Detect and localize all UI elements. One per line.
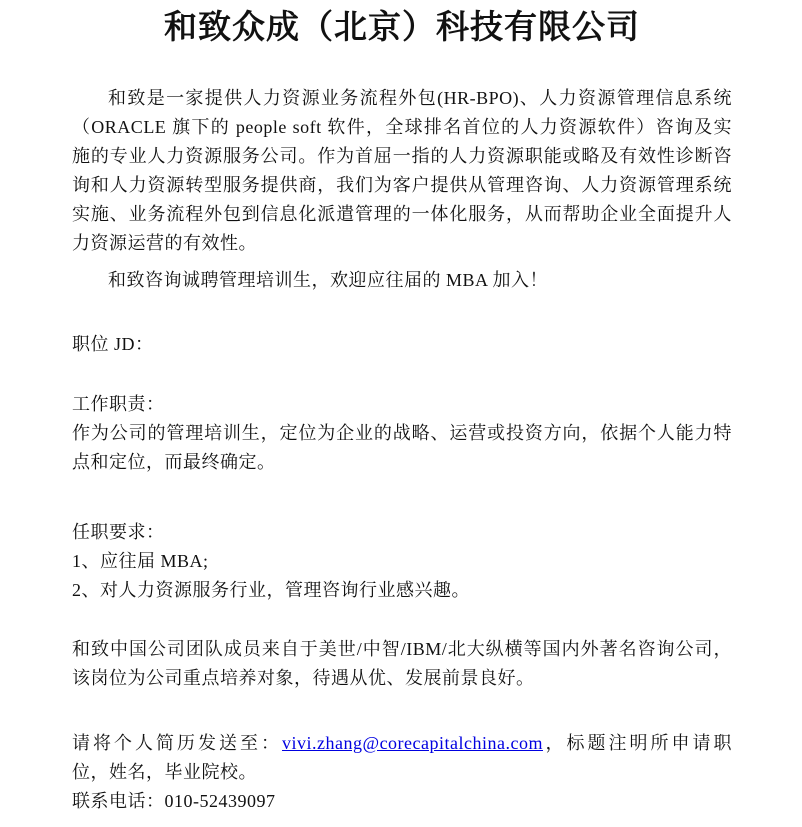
team-note-paragraph [72, 635, 732, 693]
text-line: （ORACLE 旗下的 people soft 软件，全球排名首位的人力资源软件）咨询及实 [72, 117, 732, 137]
text-line: 和致咨询诚聘管理培训生，欢迎应往届的 MBA 加入！ [108, 270, 549, 290]
text-line: 力资源运营的有效性。 [72, 233, 257, 253]
text-line: 施的专业人力资源服务公司。作为首屈一指的人力资源职能或略及有效性诊断咨 [72, 146, 732, 166]
text-line: 实施、业务流程外包到信息化派遣管理的一体化服务，从而帮助企业全面提升人 [72, 204, 732, 224]
phone-number: 010-52439097 [164, 791, 276, 811]
responsibilities-heading: 工作职责： [72, 394, 165, 414]
requirement-item: 1、应往届 MBA; [72, 551, 209, 571]
requirements-heading: 任职要求： [72, 522, 165, 542]
requirements-section [72, 518, 732, 605]
text-line: 该岗位为公司重点培养对象，待遇从优、发展前景良好。 [72, 668, 535, 688]
text-line: 和致是一家提供人力资源业务流程外包(HR-BPO)、人力资源管理信息系统 [108, 88, 732, 108]
responsibilities-section [72, 390, 732, 477]
recruiting-paragraph [72, 266, 732, 295]
email-link[interactable]: vivi.zhang@corecapitalchina.com [282, 733, 543, 753]
text-line: 点和定位，而最终确定。 [72, 452, 276, 472]
application-instruction-line [72, 729, 732, 758]
contact-phone-line [72, 787, 732, 816]
application-section [72, 729, 732, 816]
text-line: 询和人力资源转型服务提供商，我们为客户提供从管理咨询、人力资源管理系统 [72, 175, 732, 195]
jd-heading [72, 330, 732, 359]
application-prefix: 请将个人简历发送至： [72, 733, 283, 753]
text-line: 位，姓名，毕业院校。 [72, 762, 257, 782]
text-line: 和致中国公司团队成员来自于美世/中智/IBM/北大纵横等国内外著名咨询公司， [72, 639, 732, 659]
company-intro-paragraph [72, 84, 732, 258]
company-title: 和致众成（北京）科技有限公司 [164, 10, 640, 46]
application-suffix: ，标题注明所申请职 [543, 733, 733, 753]
jd-heading-label: 职位 JD： [72, 334, 154, 354]
text-line: 作为公司的管理培训生，定位为企业的战略、运营或投资方向，依据个人能力特 [72, 423, 732, 443]
requirement-item: 2、对人力资源服务行业，管理咨询行业感兴趣。 [72, 580, 470, 600]
phone-label: 联系电话： [72, 791, 165, 811]
